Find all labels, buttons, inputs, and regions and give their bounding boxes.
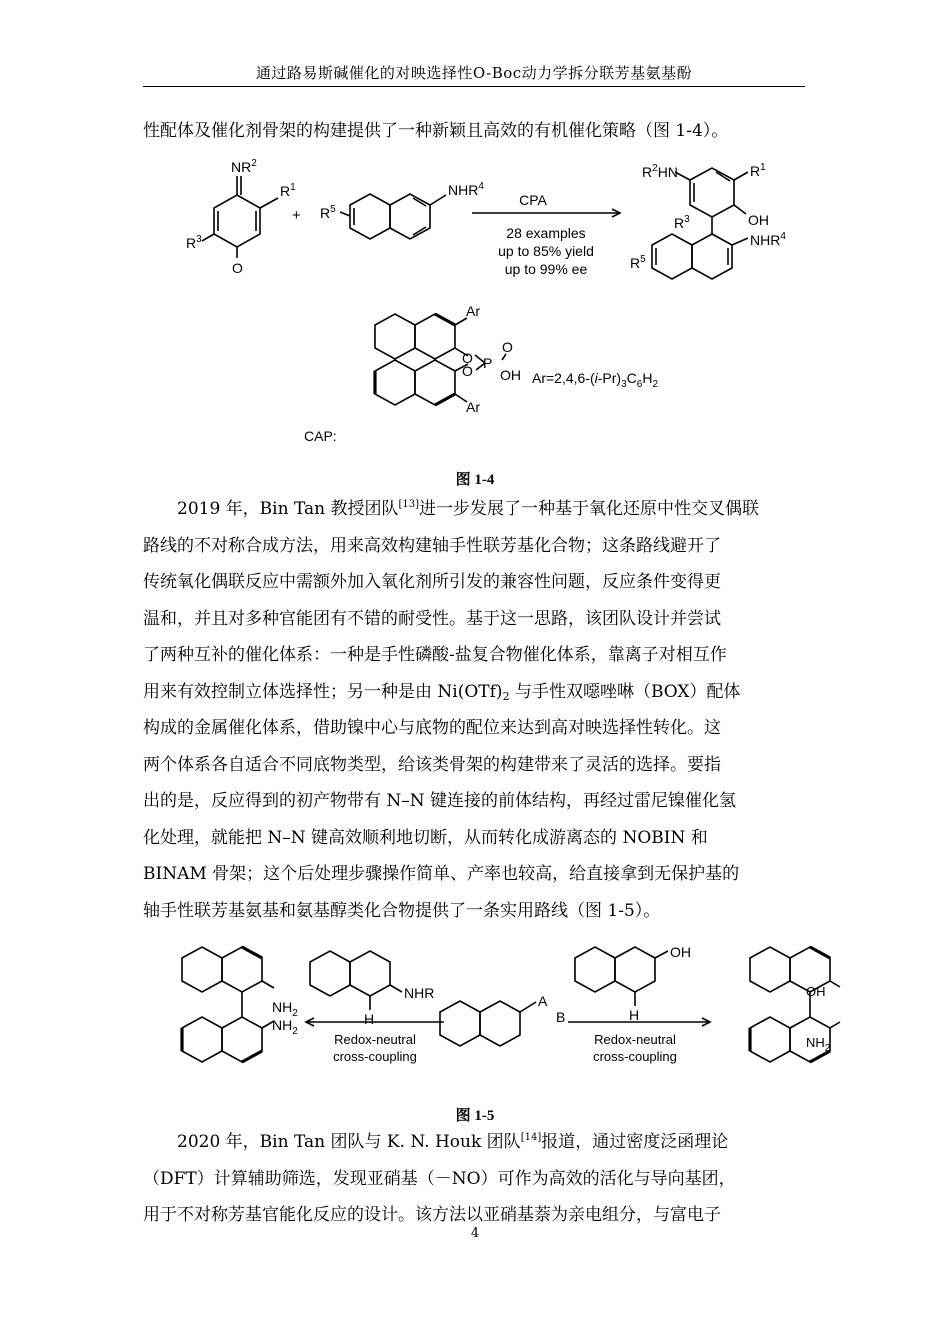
paragraph-3 (143, 1124, 805, 1234)
paragraph-line: 化处理，就能把 N–N 键高效顺利地切断，从而转化成游离态的 NOBIN 和 (143, 827, 708, 848)
condition-line: cross-coupling (593, 1049, 677, 1064)
svg-text:+: + (292, 207, 301, 224)
page-number: 4 (470, 1226, 480, 1241)
svg-text:OH: OH (748, 212, 769, 228)
figure-1-5-caption: 图 1-5 (455, 1108, 495, 1124)
svg-text:R3: $R^3$ (186, 234, 202, 251)
condition-line: 28 examples (506, 225, 586, 241)
running-header: 通过路易斯碱催化的对映选择性O-Boc动力学拆分联芳基氨基酚 (255, 64, 693, 82)
cap-label: CAP: (304, 428, 337, 444)
paragraph-line: 出的是，反应得到的初产物带有 N–N 键连接的前体结构，再经过雷尼镍催化氢 (143, 791, 737, 811)
citation-ref: [14] (520, 1132, 542, 1143)
condition-line: up to 99% ee (504, 261, 588, 277)
svg-text:OH: OH (670, 944, 691, 960)
paragraph-line: 两个体系各自适合不同底物类型，给该类骨架的构建带来了灵活的选择。要指 (143, 754, 721, 775)
svg-text:NHR: NHR (404, 985, 435, 1001)
paragraph-line: （DFT）计算辅助筛选，发现亚硝基（－NO）可作为高效的活化与导向基团， (143, 1168, 736, 1189)
paragraph-line: 了两种互补的催化体系：一种是手性磷酸-盐复合物催化体系，靠离子对相互作 (143, 645, 727, 665)
svg-text:R1: $R^1$ (750, 162, 766, 179)
paragraph-line: 传统氧化偶联反应中需额外加入氧化剂所引发的兼容性问题，反应条件变得更 (143, 572, 721, 592)
reagent-label: CPA (519, 192, 547, 208)
paragraph-line: 用于不对称芳基官能化反应的设计。该方法以亚硝基萘为亲电组分，与富电子 (143, 1205, 721, 1225)
svg-text:NR2: $NR^2$ (231, 158, 257, 175)
paragraph-2 (143, 491, 805, 929)
paragraph-line: 性配体及催化剂骨架的构建提供了一种新颖且高效的有机催化策略（图 1-4）。 (143, 121, 729, 141)
svg-text:H: H (629, 1007, 640, 1023)
svg-text:O: O (462, 350, 473, 366)
svg-text:O: O (462, 363, 473, 379)
paragraph-line: 2020 年，Bin Tan 团队与 K. N. Houk 团队[14]报道，通过密度泛函理论 (177, 1132, 729, 1152)
condition-line: Redox-neutral (594, 1032, 676, 1047)
svg-text:OH: OH (500, 367, 521, 383)
header-rule (143, 86, 805, 87)
paragraph-line: 温和，并且对多种官能团有不错的耐受性。基于这一思路，该团队设计并尝试 (143, 608, 721, 629)
svg-text:O: O (502, 339, 513, 355)
svg-text:R1: $R^1$ (280, 182, 296, 199)
paragraph-line: 路线的不对称合成方法，用来高效构建轴手性联芳基化合物；这条路线避开了 (143, 535, 721, 556)
figure-1-5 (170, 940, 850, 1090)
svg-text:R2HN: $R^2HN$ (642, 163, 678, 180)
paragraph-line: 用来有效控制立体选择性；另一种是由 $Ni(OTf)_2$ 与手性双噁唑啉（BOX）配体 (143, 681, 741, 703)
svg-text:NHR4: NHR$^4$ (750, 231, 786, 248)
paragraph-line: 轴手性联芳基氨基和氨基醇类化合物提供了一条实用路线（图 1-5）。 (143, 900, 661, 921)
svg-text:O: O (232, 260, 243, 276)
svg-text:NH2: $NH_2$ (806, 1035, 831, 1054)
condition-line: cross-coupling (333, 1049, 417, 1064)
svg-text:P: P (483, 355, 493, 371)
condition-line: up to 85% yield (498, 243, 594, 259)
svg-text:NHR4: NHR$^4$ (448, 181, 484, 198)
paragraph-line: 构成的金属催化体系，借助镍中心与底物的配位来达到高对映选择性转化。这 (143, 718, 721, 738)
svg-text:R3: $R^3$ (674, 214, 690, 231)
citation-ref: [13] (398, 499, 419, 510)
svg-text:A: A (538, 993, 548, 1009)
svg-text:NH2: $NH_2$ (272, 1017, 298, 1037)
svg-text:R5: $R^5$ (630, 254, 646, 271)
svg-text:Ar=2,4,6-(i-Pr)3C6H2: $Ar=2,4,6-(i-Pr)_3C_6H_2$ (532, 370, 659, 390)
svg-text:NH2: $NH_2$ (272, 999, 298, 1019)
condition-line: Redox-neutral (334, 1032, 416, 1047)
paragraph-line: BINAM 骨架；这个后处理步骤操作简单、产率也较高，给直接拿到无保护基的 (143, 864, 740, 884)
svg-text:Ar: Ar (466, 303, 480, 319)
figure-1-4-caption: 图 1-4 (455, 472, 495, 488)
figure-1-4 (180, 150, 830, 470)
svg-text:OH: OH (806, 984, 826, 999)
svg-text:R5: $R^5$ (320, 204, 336, 221)
svg-text:B: B (556, 1009, 566, 1025)
svg-text:Ar: Ar (466, 399, 480, 415)
paragraph-line: 2019 年，Bin Tan 教授团队[13]进一步发展了一种基于氧化还原中性交叉偶联 (177, 499, 759, 519)
svg-text:H: H (364, 1011, 375, 1027)
paragraph-1 (143, 113, 805, 150)
